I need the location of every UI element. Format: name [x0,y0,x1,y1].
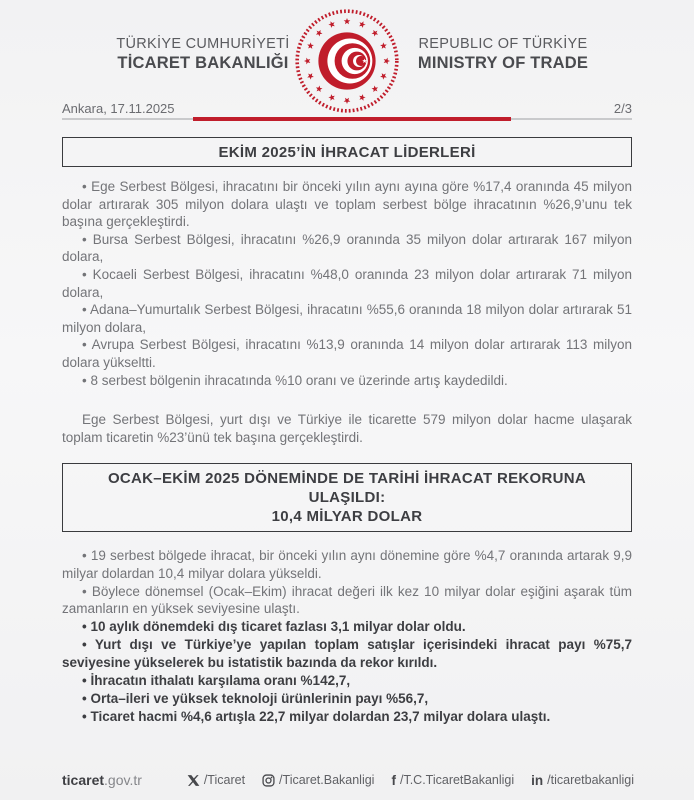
org-name-turkish [72,36,334,73]
social-links [187,773,634,788]
facebook-icon: f [391,772,396,788]
x-icon [187,774,200,787]
bullet-item: • Bursa Serbest Bölgesi, ihracatını %26,9 oranında 35 milyon dolar artırarak 167 milyon dolara, [62,231,632,265]
bullet-item: • Ege Serbest Bölgesi, ihracatını bir önceki yılın aynı ayına göre %17,4 oranında 45 milyon dolar artırarak 305 milyon dolara ulaştı ve toplam serbest bölge ihracatının %26,9’unu tek başına gerçekleştirdi. [62,179,632,230]
bullet-item: • Adana–Yumurtalık Serbest Bölgesi, ihracatını %55,6 oranında 18 milyon dolar artırarak 51 milyon dolara, [62,302,632,335]
document-header [0,0,694,124]
bullet-item: • 8 serbest bölgenin ihracatında %10 oranı ve üzerinde artış kaydedildi. [82,372,508,388]
org-tr-line1: TÜRKİYE CUMHURİYETİ [116,36,290,52]
org-name-english [372,36,634,73]
social-linkedin[interactable] [531,773,634,788]
section2-title [62,463,632,532]
section2-title-line1: OCAK–EKİM 2025 DÖNEMİNDE DE TARİHİ İHRACAT REKORUNA ULAŞILDI: [107,470,587,507]
website-bold-part: ticaret [62,772,105,788]
section2-title-line2: 10,4 MİLYAR DOLAR [271,508,423,526]
social-instagram[interactable] [262,773,374,787]
social-x[interactable] [187,773,245,787]
bullet-item: • 10 aylık dönemdeki dış ticaret fazlası 3,1 milyar dolar oldu. [82,618,466,634]
social-facebook[interactable] [391,773,514,788]
bullet-item: • Kocaeli Serbest Bölgesi, ihracatını %48,0 oranında 23 milyon dolar artırarak 71 milyon dolara, [62,266,632,300]
section2-bullet-list [62,547,632,725]
bullet-item: • Yurt dışı ve Türkiye’ye yapılan toplam satışlar içerisindeki ihracat payı %75,7 seviyesine yükselerek bu istatistik bazında da rekor kırıldı. [62,636,632,670]
instagram-icon [262,774,275,787]
org-en-line2: MINISTRY OF TRADE [417,54,589,72]
org-en-line1: REPUBLIC OF TÜRKİYE [418,36,588,52]
section1-bullet-list [62,178,632,389]
social-linkedin-handle: /ticaretbakanligi [547,773,634,787]
document-body [0,137,694,726]
section1-paragraph: Ege Serbest Bölgesi, yurt dışı ve Türkiye ile ticarette 579 milyon dolar hacme ulaşarak toplam ticaretin %23’ünü tek başına gerçekleştirdi. [62,412,632,445]
org-tr-line2: TİCARET BAKANLIĞI [117,54,289,72]
bullet-item: • İhracatın ithalatı karşılama oranı %142,7, [82,672,351,688]
social-instagram-handle: /Ticaret.Bakanligi [279,773,375,787]
bullet-item: • 19 serbest bölgede ihracat, bir önceki yılın aynı dönemine göre %4,7 oranında artarak 9,9 milyar dolardan 10,4 milyar dolara yükseldi. [62,548,632,581]
section1-title: EKİM 2025’İN İHRACAT LİDERLERİ [62,137,632,167]
social-x-handle: /Ticaret [203,773,246,787]
social-facebook-handle: /T.C.TicaretBakanligi [399,773,515,787]
document-footer [62,772,634,788]
bullet-item: • Orta–ileri ve yüksek teknoloji ürünlerinin payı %56,7, [82,690,429,706]
website-url[interactable] [62,772,142,788]
bullet-item: • Avrupa Serbest Bölgesi, ihracatını %13,9 oranında 14 milyon dolar artırarak 113 milyon dolara yükseltti. [62,337,632,370]
bullet-item: • Ticaret hacmi %4,6 artışla 22,7 milyar dolardan 23,7 milyar dolara ulaştı. [82,708,551,724]
website-rest-part: .gov.tr [104,772,142,788]
dateline: Ankara, 17.11.2025 [62,101,175,116]
linkedin-icon: in [531,772,544,788]
header-divider-red-accent [193,117,511,121]
page-number: 2/3 [613,101,632,116]
bullet-item: • Böylece dönemsel (Ocak–Ekim) ihracat değeri ilk kez 10 milyar dolar eşiğini aşarak tüm zamanların en yüksek seviyesine ulaştı. [62,583,632,617]
